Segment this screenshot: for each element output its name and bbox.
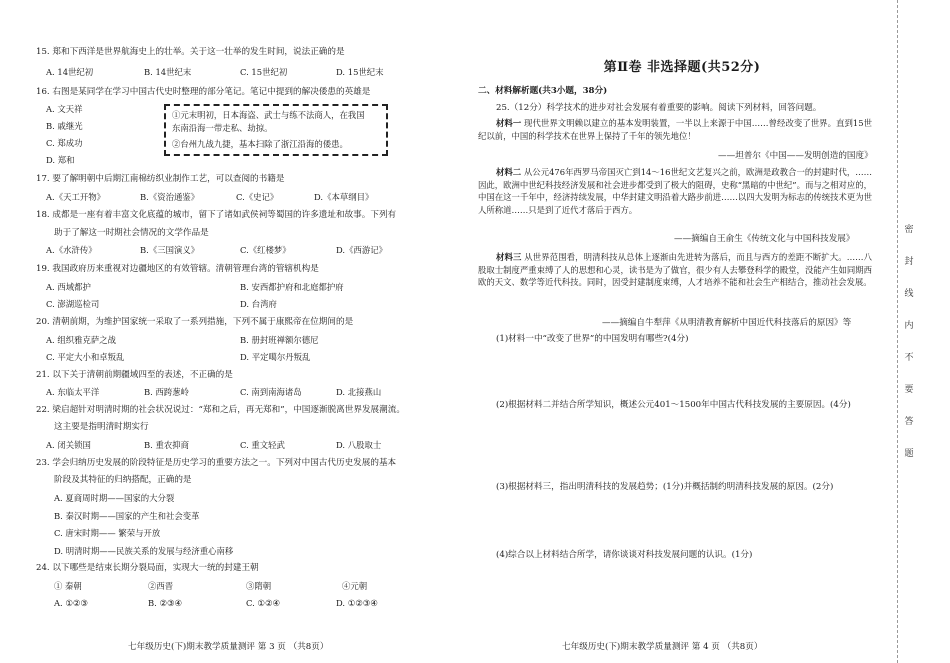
q23-stem-2: 阶段及其特征的归纳搭配，正确的是 — [54, 475, 192, 485]
binding-char: 密 — [904, 225, 914, 235]
q17-option-a: A.《天工开物》 — [46, 192, 105, 202]
q23-option-c: C. 唐宋时期—— 繁荣与开放 — [54, 528, 161, 538]
q17-option-c: C.《史记》 — [236, 192, 279, 202]
q19-option-d: D. 台湾府 — [240, 299, 277, 309]
q22-stem: 22. 梁启超针对明清时期的社会状况说过：“郑和之后，再无郑和”，中国逐渐脱离世界发展潮流。 — [36, 405, 405, 415]
q25-stem: 25.（12分）科学技术的进步对社会发展有着重要的影响。阅读下列材料，回答问题。 — [496, 103, 822, 113]
q24-item-4: ④元朝 — [342, 581, 368, 591]
q19-option-b: B. 安西都护府和北庭都护府 — [240, 282, 344, 292]
sub-question-3: (3)根据材料三，指出明清科技的发展趋势；(1分)并概括制约明清科技发展的原因。(2分) — [496, 482, 834, 492]
material-1-source: ——坦普尔《中国——发明创造的国度》 — [718, 151, 873, 161]
q16-option-b: B. 戚继光 — [46, 121, 83, 131]
q20-option-d: D. 平定噶尔丹叛乱 — [240, 352, 311, 362]
material-1 — [478, 117, 872, 142]
binding-char: 不 — [904, 353, 914, 363]
binding-char: 内 — [904, 321, 914, 331]
material-3 — [478, 251, 872, 289]
sub-question-4: (4)综合以上材料结合所学，请你谈谈对科技发展问题的认识。(1分) — [496, 550, 753, 560]
binding-char: 封 — [904, 257, 914, 267]
q16-option-c: C. 郑成功 — [46, 138, 83, 148]
q24-option-b: B. ②③④ — [148, 598, 183, 608]
right-page-footer: 七年级历史(下)期末教学质量测评 第 4 页 （共8页） — [562, 642, 763, 652]
q18-stem-2: 助于了解这一时期社会情况的文学作品是 — [54, 228, 209, 238]
q22-option-d: D. 八股取士 — [336, 440, 382, 450]
q22-option-b: B. 重农抑商 — [144, 440, 189, 450]
q17-option-d: D.《本草纲目》 — [314, 192, 374, 202]
q19-stem: 19. 我国政府历来重视对边疆地区的有效管辖。清朝管理台湾的管辖机构是 — [36, 264, 319, 274]
q16-option-a: A. 文天祥 — [46, 104, 83, 114]
section-heading: 二、材料解析题(共3小题，38分) — [478, 86, 608, 96]
material-3-label: 材料三 — [496, 252, 522, 262]
left-page — [36, 0, 438, 663]
binding-char: 要 — [904, 385, 914, 395]
q24-option-c: C. ①②④ — [246, 598, 280, 608]
q16-note-1b: 东南沿海一带走私、劫掠。 — [172, 123, 273, 133]
q16-stem: 16. 右图是某同学在学习中国古代史时整理的部分笔记。笔记中提到的解决倭患的英雄是 — [36, 87, 371, 97]
material-2-label: 材料二 — [496, 167, 522, 177]
binding-notice — [902, 224, 916, 480]
q20-stem: 20. 清朝前期，为维护国家统一采取了一系列措施，下列不属于康熙帝在位期间的是 — [36, 317, 354, 327]
material-2-text: 从公元476年西罗马帝国灭亡到14～16世纪文艺复兴之前，欧洲是政教合一的封建时代，……因此，欧洲中世纪科技经济发展和社会进步都受到了极大的阻碍，史称“黑暗的中世纪”。而与之相对应的，中国在这一千年中，经济持续发展，中华封建文明沿着大路步前进……以四大发明为标志的传统技术更为世人所称道……只是到了近代才落后于西方。 — [478, 167, 872, 215]
binding-char: 题 — [904, 449, 914, 459]
q24-item-2: ②西晋 — [148, 581, 174, 591]
q18-option-d: D.《西游记》 — [336, 245, 387, 255]
q22-stem-2: 这主要是指明清时期实行 — [54, 422, 149, 432]
q23-option-a: A. 夏商周时期——国家的大分裂 — [54, 493, 175, 503]
q18-option-a: A.《水浒传》 — [46, 245, 97, 255]
q16-note-box — [164, 104, 388, 156]
q20-option-c: C. 平定大小和卓叛乱 — [46, 352, 125, 362]
left-page-footer: 七年级历史(下)期末教学质量测评 第 3 页 （共8页） — [128, 642, 329, 652]
q24-stem: 24. 以下哪些是结束长期分裂局面，实现大一统的封建王朝 — [36, 563, 259, 573]
material-2 — [478, 166, 872, 216]
q24-item-3: ③隋朝 — [246, 581, 272, 591]
q22-option-c: C. 重文轻武 — [240, 440, 285, 450]
q18-option-b: B.《三国演义》 — [140, 245, 200, 255]
material-3-text: 从世界范围看，明清科技从总体上逐渐由先进转为落后，而且与西方的差距不断扩大。……八股取士制度严重束缚了人的思想和心灵，读书是为了做官，很少有人去攀登科学的殿堂，没能产生如同期西欧的天文、数学等近代科技。同时，因受封建制度束缚，人才培养不能和社会生产相结合，推动社会发展。 — [478, 252, 873, 287]
q21-option-b: B. 西跨葱岭 — [144, 387, 189, 397]
q15-option-d: D. 15世纪末 — [336, 67, 384, 77]
q19-option-a: A. 西域都护 — [46, 282, 91, 292]
q16-option-d: D. 郑和 — [46, 155, 75, 165]
q21-option-c: C. 南到南海诸岛 — [240, 387, 302, 397]
q15-option-a: A. 14世纪初 — [46, 67, 94, 77]
right-page — [478, 0, 878, 663]
q18-option-c: C.《红楼梦》 — [240, 245, 291, 255]
material-1-text: 现代世界文明赖以建立的基本发明装置，一半以上来源于中国……曾经改变了世界。直到15世纪以前，中国的科学技术在世界上保持了千年的领先地位！ — [478, 118, 873, 141]
material-2-source: ——摘编自王俞生《传统文化与中国科技发展》 — [674, 234, 855, 244]
material-3-source: ——摘编自牛犁萍《从明清教育解析中国近代科技落后的原因》等 — [602, 318, 852, 328]
section-title: 第Ⅱ卷 非选择题(共52分) — [603, 60, 761, 75]
q21-option-d: D. 北接燕山 — [336, 387, 382, 397]
q23-option-d: D. 明清时期——民族关系的发展与经济重心南移 — [54, 546, 234, 556]
q20-option-a: A. 组织雅克萨之战 — [46, 335, 116, 345]
q16-note-2: ②台州九战九捷，基本扫除了浙江沿海的倭患。 — [172, 139, 348, 149]
q21-option-a: A. 东临太平洋 — [46, 387, 100, 397]
q23-option-b: B. 秦汉时期——国家的产生和社会变革 — [54, 511, 200, 521]
q17-option-b: B.《资治通鉴》 — [140, 192, 200, 202]
q24-option-d: D. ①②③④ — [336, 598, 378, 608]
binding-char: 答 — [904, 417, 914, 427]
q15-option-c: C. 15世纪初 — [240, 67, 288, 77]
q20-option-b: B. 册封班禅额尔德尼 — [240, 335, 319, 345]
q16-note-1a: ①元末明初，日本海盗、武士与练不法商人，在我国 — [172, 110, 365, 120]
q19-option-c: C. 澎湖巡检司 — [46, 299, 100, 309]
q15-option-b: B. 14世纪末 — [144, 67, 192, 77]
q24-item-1: ① 秦朝 — [54, 581, 82, 591]
q22-option-a: A. 闭关锁国 — [46, 440, 91, 450]
q24-option-a: A. ①②③ — [54, 598, 88, 608]
material-1-label: 材料一 — [496, 118, 522, 128]
q23-stem: 23. 学会归纳历史发展的阶段特征是历史学习的重要方法之一。下列对中国古代历史发展的基本 — [36, 458, 397, 468]
q21-stem: 21. 以下关于清朝前期疆域四至的表述，不正确的是 — [36, 370, 233, 380]
q18-stem: 18. 成都是一座有着丰富文化底蕴的城市，留下了诸如武侯祠等蜀国的许多遗址和故事。下列有 — [36, 210, 397, 220]
q17-stem: 17. 要了解明朝中后期江南棉纺织业制作工艺，可以查阅的书籍是 — [36, 174, 285, 184]
binding-line — [897, 0, 899, 663]
sub-question-2: (2)根据材料二并结合所学知识，概述公元401～1500年中国古代科技发展的主要原因。(4分) — [496, 400, 851, 410]
binding-char: 线 — [904, 289, 914, 299]
sub-question-1: (1)材料一中“改变了世界”的中国发明有哪些?(4分) — [496, 334, 689, 344]
q15-stem: 15. 郑和下西洋是世界航海史上的壮举。关于这一壮举的发生时间，说法正确的是 — [36, 47, 345, 57]
